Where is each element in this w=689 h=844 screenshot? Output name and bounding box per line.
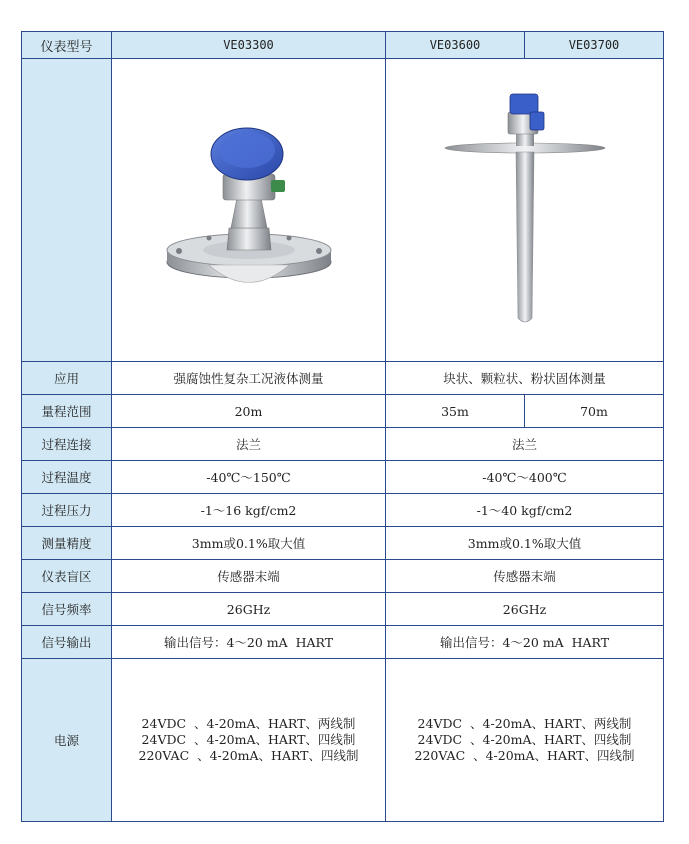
spec-table [21, 31, 664, 822]
header-row [22, 32, 664, 59]
connection-row [22, 428, 664, 461]
frequency-ve03600-ve03700: 26GHz [386, 593, 664, 626]
power-line: 24VDC 、4-20mA、HART、两线制 [141, 716, 356, 731]
range-row [22, 395, 664, 428]
model-label: 仪表型号 [22, 32, 112, 59]
solid-radar-image [440, 90, 610, 330]
image-cell-liquid-radar [112, 59, 386, 362]
blind-zone-ve03600-ve03700: 传感器末端 [386, 560, 664, 593]
accuracy-label: 测量精度 [22, 527, 112, 560]
model-ve03700: VE03700 [525, 32, 664, 59]
application-ve03300: 强腐蚀性复杂工况液体测量 [112, 362, 386, 395]
range-ve03600: 35m [386, 395, 525, 428]
image-cell-solid-radar [386, 59, 664, 362]
power-line: 220VAC 、4-20mA、HART、四线制 [414, 748, 635, 763]
power-line: 24VDC 、4-20mA、HART、四线制 [141, 732, 356, 747]
pressure-ve03600-ve03700: -1～40 kgf/cm2 [386, 494, 664, 527]
model-ve03300: VE03300 [112, 32, 386, 59]
blind-zone-ve03300: 传感器末端 [112, 560, 386, 593]
power-ve03600-ve03700 [386, 659, 664, 822]
range-label: 量程范围 [22, 395, 112, 428]
model-ve03600: VE03600 [386, 32, 525, 59]
connection-ve03300: 法兰 [112, 428, 386, 461]
pressure-ve03300: -1～16 kgf/cm2 [112, 494, 386, 527]
application-row [22, 362, 664, 395]
blind-zone-label: 仪表盲区 [22, 560, 112, 593]
range-ve03300: 20m [112, 395, 386, 428]
accuracy-row [22, 527, 664, 560]
accuracy-ve03600-ve03700: 3mm或0.1%取大值 [386, 527, 664, 560]
liquid-radar-image [159, 110, 339, 310]
output-label: 信号输出 [22, 626, 112, 659]
temperature-row [22, 461, 664, 494]
temperature-ve03300: -40℃～150℃ [112, 461, 386, 494]
frequency-label: 信号频率 [22, 593, 112, 626]
blind-zone-row [22, 560, 664, 593]
accuracy-ve03300: 3mm或0.1%取大值 [112, 527, 386, 560]
image-label-cell [22, 59, 112, 362]
output-ve03300: 输出信号：4～20 mA HART [112, 626, 386, 659]
connection-label: 过程连接 [22, 428, 112, 461]
frequency-ve03300: 26GHz [112, 593, 386, 626]
power-line: 24VDC 、4-20mA、HART、四线制 [417, 732, 632, 747]
power-ve03300 [112, 659, 386, 822]
power-line: 24VDC 、4-20mA、HART、两线制 [417, 716, 632, 731]
temperature-ve03600-ve03700: -40℃～400℃ [386, 461, 664, 494]
power-label: 电源 [22, 659, 112, 822]
connection-ve03600-ve03700: 法兰 [386, 428, 664, 461]
temperature-label: 过程温度 [22, 461, 112, 494]
output-row [22, 626, 664, 659]
range-ve03700: 70m [525, 395, 664, 428]
application-ve03600-ve03700: 块状、颗粒状、粉状固体测量 [386, 362, 664, 395]
frequency-row [22, 593, 664, 626]
power-line: 220VAC 、4-20mA、HART、四线制 [138, 748, 359, 763]
pressure-label: 过程压力 [22, 494, 112, 527]
image-row [22, 59, 664, 362]
output-ve03600-ve03700: 输出信号：4～20 mA HART [386, 626, 664, 659]
pressure-row [22, 494, 664, 527]
application-label: 应用 [22, 362, 112, 395]
power-row [22, 659, 664, 822]
